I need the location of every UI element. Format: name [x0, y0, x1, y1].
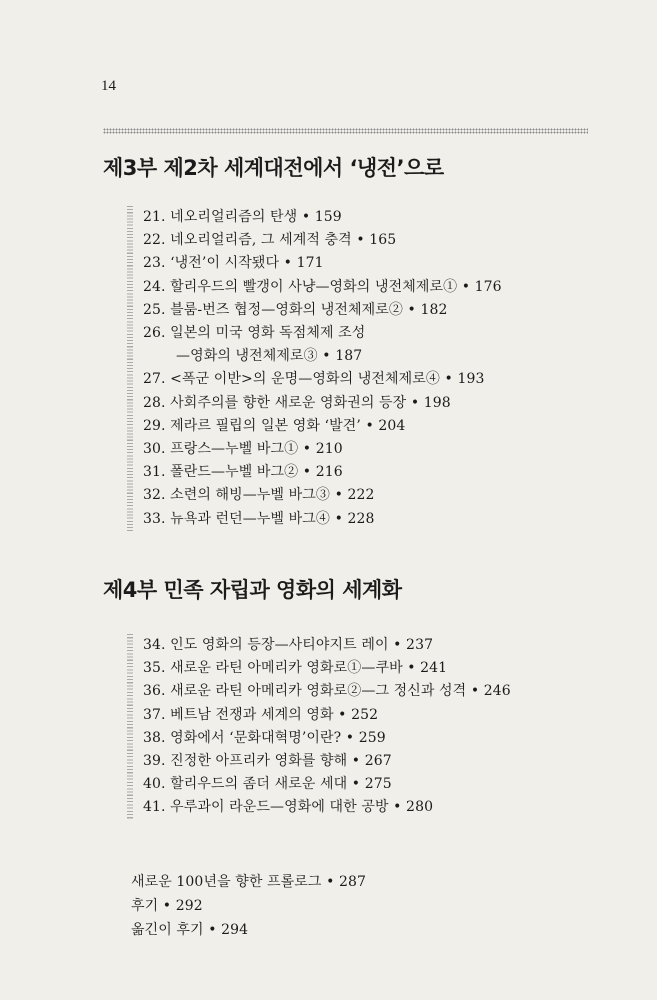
toc-item[interactable]: 26. 일본의 미국 영화 독점체제 조성	[143, 325, 366, 342]
toc-item[interactable]: 27. <폭군 이반>의 운명—영화의 냉전체제로④ • 193	[143, 371, 485, 388]
toc-item[interactable]: 30. 프랑스—누벨 바그① • 210	[143, 441, 343, 458]
toc-item[interactable]: 40. 할리우드의 좀더 새로운 세대 • 275	[143, 776, 392, 793]
toc-item[interactable]: 33. 뉴욕과 런던—누벨 바그④ • 228	[143, 510, 375, 527]
part4-title: 제4부 민족 자립과 영화의 세계화	[103, 578, 402, 602]
part4-toc-list	[127, 634, 511, 820]
toc-item-translator-afterword[interactable]: 옮긴이 후기 • 294	[131, 922, 249, 938]
toc-item[interactable]: 31. 폴란드—누벨 바그② • 216	[143, 464, 343, 481]
toc-item[interactable]: 22. 네오리얼리즘, 그 세계적 충격 • 165	[143, 232, 397, 249]
toc-item[interactable]: 32. 소련의 해빙—누벨 바그③ • 222	[143, 487, 375, 504]
toc-item[interactable]: 23. ‘냉전’이 시작됐다 • 171	[143, 255, 324, 272]
toc-item[interactable]: 35. 새로운 라틴 아메리카 영화로①—쿠바 • 241	[143, 660, 448, 677]
toc-item[interactable]: 37. 베트남 전쟁과 세계의 영화 • 252	[143, 706, 379, 723]
toc-item[interactable]: 41. 우루과이 라운드—영화에 대한 공방 • 280	[143, 799, 434, 816]
toc-item[interactable]: 21. 네오리얼리즘의 탄생 • 159	[143, 209, 342, 225]
toc-item[interactable]: 24. 할리우드의 빨갱이 사냥—영화의 냉전체제로① • 176	[143, 278, 502, 295]
toc-item[interactable]: 34. 인도 영화의 등장—사티야지트 레이 • 237	[143, 637, 434, 653]
toc-item-prologue[interactable]: 새로운 100년을 향한 프롤로그 • 287	[131, 874, 367, 890]
toc-item[interactable]: 36. 새로운 라틴 아메리카 영화로②—그 정신과 성격 • 246	[143, 683, 511, 700]
dotted-rule	[103, 128, 588, 134]
toc-item[interactable]: 25. 블룸-번즈 협정—영화의 냉전체제로② • 182	[143, 301, 448, 318]
toc-item[interactable]: 29. 제라르 필립의 일본 영화 ‘발견’ • 204	[143, 417, 406, 434]
toc-item[interactable]: 28. 사회주의를 향한 새로운 영화권의 등장 • 198	[143, 394, 451, 411]
page-number: 14	[101, 78, 116, 94]
part3-title: 제3부 제2차 세계대전에서 ‘냉전’으로	[103, 156, 444, 180]
toc-item-afterword[interactable]: 후기 • 292	[131, 898, 203, 914]
toc-item-continuation[interactable]: —영화의 냉전체제로③ • 187	[176, 348, 363, 365]
toc-item[interactable]: 38. 영화에서 ‘문화대혁명’이란? • 259	[143, 729, 386, 746]
closing-toc-list	[131, 870, 366, 942]
toc-item[interactable]: 39. 진정한 아프리카 영화를 향해 • 267	[143, 753, 392, 770]
part3-toc-list	[127, 206, 502, 531]
